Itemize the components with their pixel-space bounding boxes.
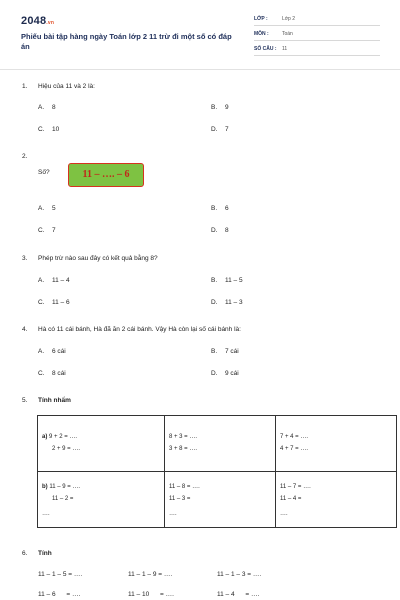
question-number: 3. [22,255,28,262]
table-cell [276,472,396,527]
equation-box: 11 – …. – 6 [68,163,144,187]
header-divider [0,69,400,70]
expression: 3 + 8 = …. [169,446,198,452]
meta-row-count [254,45,380,56]
table-cell [165,472,276,527]
option-d[interactable]: D. 8 [211,227,229,234]
expression: 11 – 3 = [169,496,191,502]
answer-blank: …. [280,511,288,517]
question-number: 1. [22,83,28,90]
expression: 11 – 7 = …. [280,484,311,490]
site-logo[interactable] [21,15,54,27]
expression: 8 + 3 = …. [169,434,198,440]
calc-expression: 11 – 10 = …. [128,591,174,598]
calc-expression: 11 – 1 – 9 = …. [128,571,173,578]
option-d[interactable]: D. 9 cái [211,370,239,377]
question-text: Phép trừ nào sau đây có kết quả bằng 8? [38,255,158,262]
question-text: Tính nhẩm [38,397,71,404]
calc-expression: 11 – 1 – 3 = …. [217,571,262,578]
logo-suffix: .vn [46,20,55,26]
expression: 11 – 2 = [52,496,74,502]
option-d[interactable]: D. 7 [211,126,229,133]
table-cell [276,416,396,472]
expression: 9 + 2 = …. [49,434,78,440]
question-text: Hiệu của 11 và 2 là: [38,83,95,90]
row-label: b) [42,484,48,490]
answer-blank: …. [42,511,50,517]
logo-main: 2048 [21,15,47,27]
option-b[interactable]: B. 9 [211,104,229,111]
table-cell [38,416,165,472]
option-a[interactable]: A. 8 [38,104,56,111]
option-a[interactable]: A. 5 [38,205,56,212]
calc-expression: 11 – 6 = …. [38,591,81,598]
question-text: Tính [38,550,52,557]
meta-row-class [254,15,380,26]
meta-label: SỐ CÂU : [254,46,277,52]
expression: 11 – 4 = [280,496,302,502]
mental-math-table [37,415,397,528]
question-number: 2. [22,153,28,160]
expression: 4 + 7 = …. [280,446,309,452]
expression: 2 + 9 = …. [52,446,81,452]
expression: 7 + 4 = …. [280,434,309,440]
meta-label: MÔN : [254,31,269,37]
option-a[interactable]: A. 6 cái [38,348,66,355]
answer-blank: …. [169,511,177,517]
calc-expression: 11 – 1 – 5 = …. [38,571,83,578]
row-label: a) [42,434,48,440]
option-b[interactable]: B. 11 – 5 [211,277,243,284]
option-a[interactable]: A. 11 – 4 [38,277,70,284]
meta-label: LỚP : [254,16,268,22]
question-text: Số? [38,169,50,176]
table-cell [38,472,165,527]
option-b[interactable]: B. 6 [211,205,229,212]
option-c[interactable]: C. 7 [38,227,56,234]
meta-row-subject [254,30,380,41]
worksheet-header [0,0,400,68]
expression: 11 – 9 = …. [49,484,81,490]
question-number: 6. [22,550,28,557]
option-c[interactable]: C. 10 [38,126,60,133]
question-number: 4. [22,326,28,333]
table-cell [165,416,276,472]
option-d[interactable]: D. 11 – 3 [211,299,243,306]
question-text: Hà có 11 cái bánh, Hà đã ăn 2 cái bánh. Vậy Hà còn lại số cái bánh là: [38,326,241,333]
option-c[interactable]: C. 8 cái [38,370,66,377]
meta-value: Lớp 2 [282,16,296,22]
option-c[interactable]: C. 11 – 6 [38,299,70,306]
meta-value: Toán [282,31,293,37]
question-number: 5. [22,397,28,404]
meta-value: 11 [282,46,288,52]
option-b[interactable]: B. 7 cái [211,348,239,355]
expression: 11 – 8 = …. [169,484,200,490]
calc-expression: 11 – 4 = …. [217,591,260,598]
worksheet-title: Phiếu bài tập hàng ngày Toán lớp 2 11 trừ đi một số có đáp án [21,32,232,51]
